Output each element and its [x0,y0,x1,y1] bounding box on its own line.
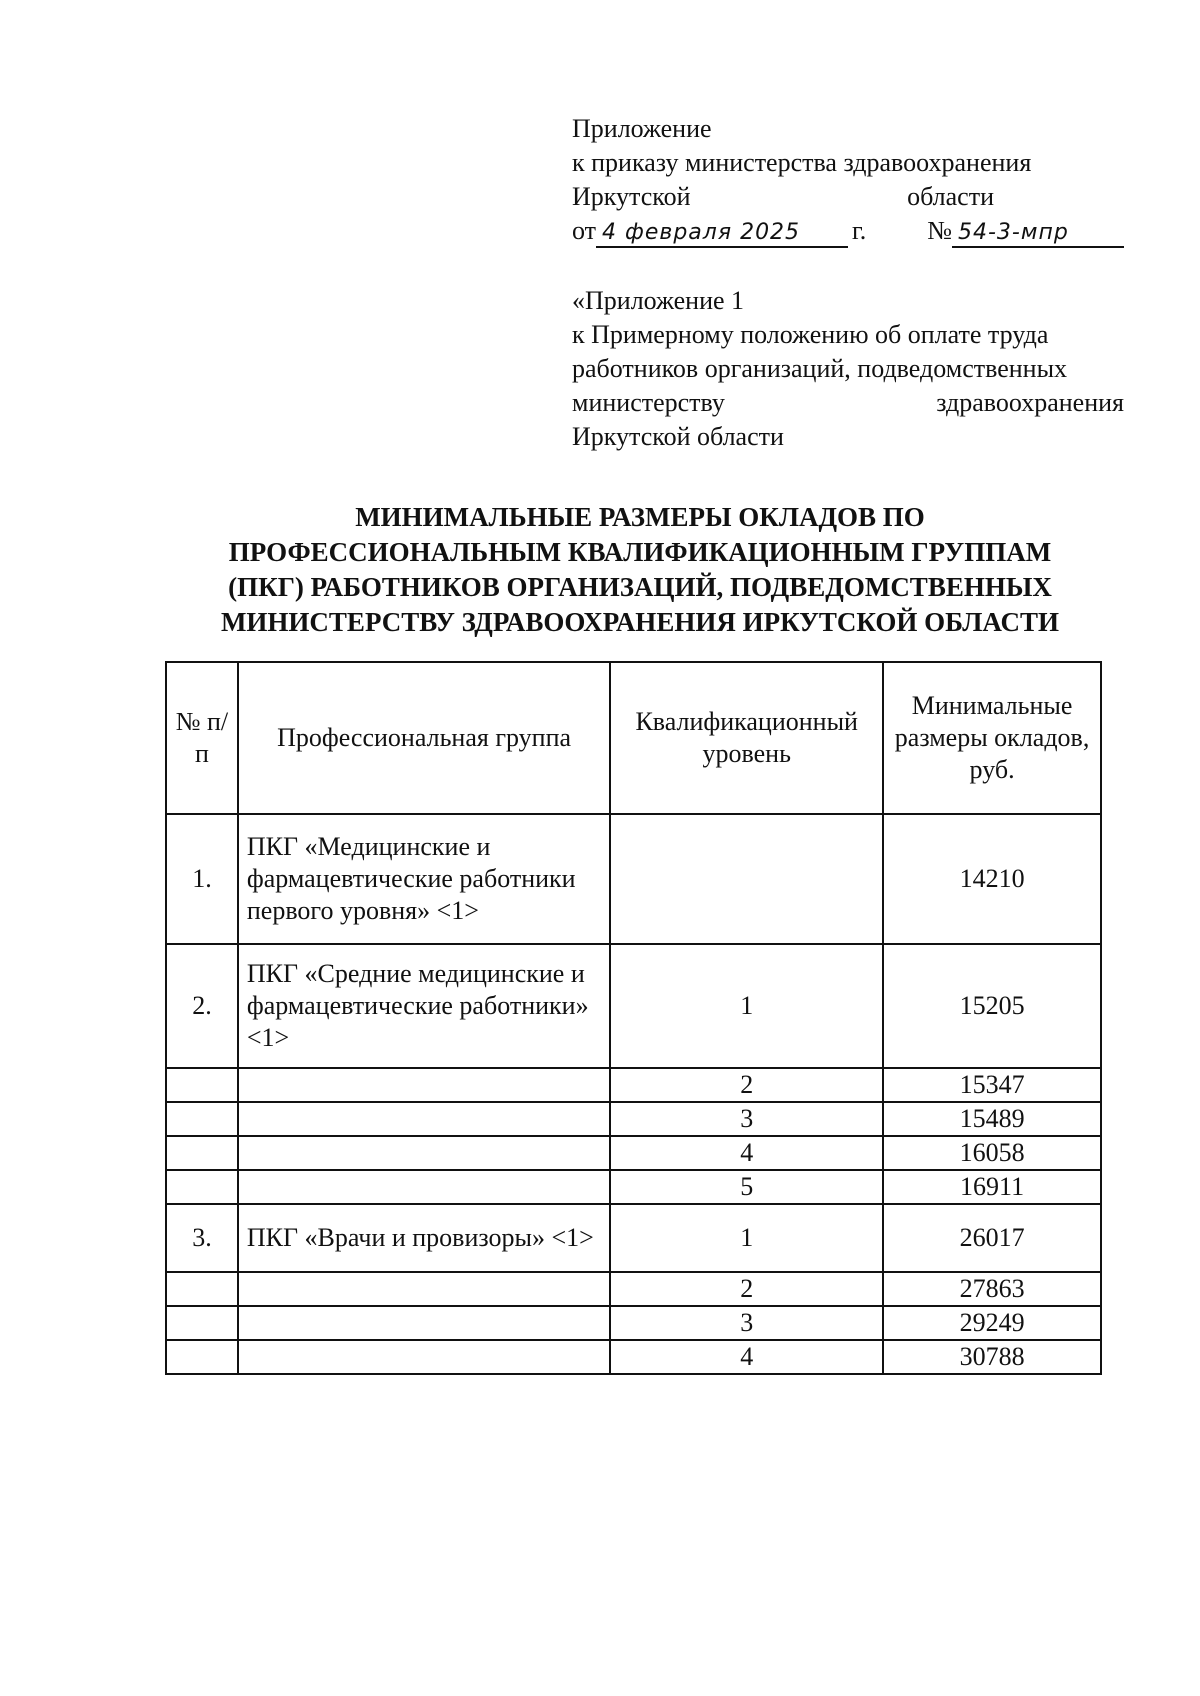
handwritten-order-number: 54-3-мпр [952,220,1124,248]
handwritten-date: 4 февраля 2025 [596,220,848,248]
table-row: 3 15489 [166,1102,1101,1136]
table-header-row [166,662,1101,814]
table-row: 4 30788 [166,1340,1101,1374]
table-row: 3. ПКГ «Врачи и провизоры» <1> 1 26017 [166,1204,1101,1272]
table-row: 2 27863 [166,1272,1101,1306]
header-num: № п/п [166,662,238,814]
table-row: 1. ПКГ «Медицинские и фармацевтические работники первого уровня» <1> 14210 [166,814,1101,944]
salary-table [165,661,1102,1375]
appendix-region: Иркутской области [572,182,994,211]
header-min-salary: Минимальные размеры окладов, руб. [883,662,1101,814]
appendix-date-number: от 4 февраля 2025 г. № 54-3-мпр [572,214,1124,248]
table-row: 3 29249 [166,1306,1101,1340]
document-title: МИНИМАЛЬНЫЕ РАЗМЕРЫ ОКЛАДОВ ПО ПРОФЕССИОНАЛЬНЫМ КВАЛИФИКАЦИОННЫМ ГРУППАМ (ПКГ) РАБОТНИКОВ ОРГАНИЗАЦИЙ, ПОДВЕДОМСТВЕННЫХ МИНИСТЕРСТВУ ЗДРАВООХРАНЕНИЯ ИРКУТСКОЙ ОБЛАСТИ [220,502,1060,637]
attachment-line-5: Иркутской области [572,422,784,451]
attachment-line-2: к Примерному положению об оплате труда [572,320,1049,349]
attachment-label: «Приложение 1 [572,286,745,315]
appendix-label: Приложение [572,114,712,143]
header-group: Профессиональная группа [238,662,610,814]
header-level: Квалификационный уровень [610,662,883,814]
appendix-header [572,112,1124,454]
attachment-line-4: министерству здравоохранения [572,388,1124,417]
table-row: 2 15347 [166,1068,1101,1102]
appendix-order-ref: к приказу министерства здравоохранения [572,148,1032,177]
attachment-line-3: работников организаций, подведомственных [572,354,1068,383]
table-row: 2. ПКГ «Средние медицинские и фармацевтические работники» <1> 1 15205 [166,944,1101,1068]
table-row: 4 16058 [166,1136,1101,1170]
table-row: 5 16911 [166,1170,1101,1204]
